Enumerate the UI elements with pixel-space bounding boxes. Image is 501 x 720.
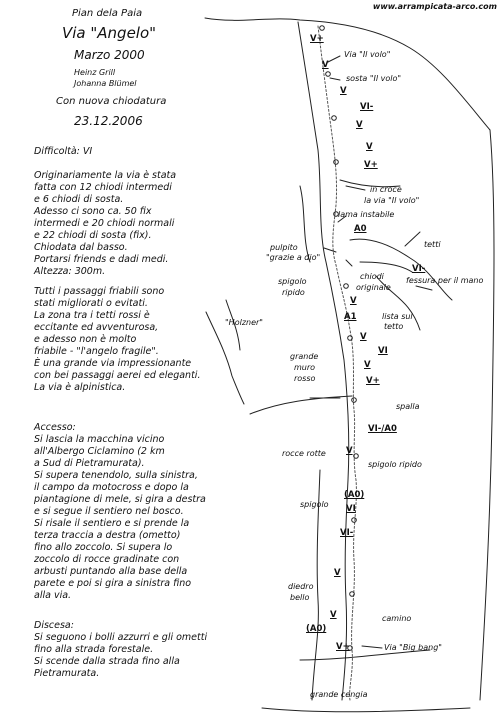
arrow-icon bbox=[346, 260, 352, 266]
description-line: fatta con 12 chiodi intermedi bbox=[34, 182, 172, 193]
belay-marker bbox=[344, 284, 349, 289]
grade-label: V+ bbox=[310, 34, 324, 44]
grade-label: V bbox=[356, 120, 363, 130]
grade-label: V bbox=[366, 142, 373, 152]
belay-marker bbox=[352, 398, 357, 403]
grade-label: V bbox=[340, 86, 347, 96]
label-spalla: spalla bbox=[396, 402, 420, 411]
descent-line: Pietramurata. bbox=[34, 668, 100, 679]
ramp-line bbox=[250, 396, 352, 414]
label-sosta-il-volo: sosta "Il volo" bbox=[346, 74, 402, 83]
belay-marker bbox=[326, 72, 331, 77]
grade-label: V bbox=[322, 60, 329, 70]
belay-marker bbox=[350, 592, 355, 597]
bolting-date: 23.12.2006 bbox=[74, 114, 143, 128]
label-tetti: tetti bbox=[424, 240, 441, 249]
approach-line: a Sud di Pietramurata). bbox=[34, 458, 145, 469]
label-via-il-volo: Via "Il volo" bbox=[344, 50, 391, 59]
grade-label: V bbox=[330, 610, 337, 620]
label-grazie-a-dio: "grazie a dio" bbox=[266, 253, 321, 262]
label-camino: camino bbox=[382, 614, 412, 623]
descent-line: Si scende dalla strada fino alla bbox=[34, 656, 180, 667]
arrow-icon bbox=[416, 286, 432, 290]
label-holzner: "Holzner" bbox=[225, 318, 263, 327]
label-spigolo-lower: spigolo bbox=[300, 500, 329, 509]
label-pulpito: pulpito bbox=[270, 243, 298, 252]
description-line: Adesso ci sono ca. 50 fix bbox=[34, 206, 152, 217]
character-line: È una grande via impressionante bbox=[34, 358, 192, 369]
grade-label: VI bbox=[346, 504, 356, 514]
arrow-icon bbox=[346, 186, 365, 190]
label-fessura-per-il-mano: fessura per il mano bbox=[406, 276, 484, 285]
grade-label: VI bbox=[378, 346, 388, 356]
grade-label: A1 bbox=[344, 312, 357, 322]
grade-label: V+ bbox=[336, 642, 350, 652]
approach-line: parete e poi si gira a sinistra fino bbox=[34, 578, 192, 589]
label-grande: grande bbox=[290, 352, 319, 361]
wall-right-outline bbox=[480, 130, 494, 700]
grande-cengia-line bbox=[262, 708, 470, 712]
label-chiodi: chiodi bbox=[360, 272, 384, 281]
arrow-icon bbox=[328, 56, 340, 62]
belay-marker bbox=[334, 160, 339, 165]
approach-line: terza traccia a destra (ometto) bbox=[34, 530, 181, 541]
label-in-croce: in croce bbox=[370, 185, 402, 194]
character-line: La via è alpinistica. bbox=[34, 382, 126, 393]
approach-line: Si supera tenendolo, sulla sinistra, bbox=[34, 470, 198, 481]
approach-line: fino allo zoccolo. Si supera lo bbox=[34, 542, 173, 553]
arrow-icon bbox=[330, 78, 340, 80]
description-line: Portarsi friends e dadi medi. bbox=[34, 254, 169, 265]
description-line: e 22 chiodi di sosta (fix). bbox=[34, 230, 152, 241]
description-line: Chiodata dal basso. bbox=[34, 242, 128, 253]
label-originale: originale bbox=[356, 283, 391, 292]
grade-label: (A0) bbox=[344, 490, 365, 500]
label-lama-instabile: lama instabile bbox=[338, 210, 395, 219]
label-tetto: tetto bbox=[384, 322, 404, 331]
approach-line: Si lascia la macchina vicino bbox=[34, 434, 165, 445]
description-line: Altezza: 300m. bbox=[34, 266, 106, 277]
grade-label: V+ bbox=[366, 376, 380, 386]
route-title: Via "Angelo" bbox=[62, 24, 157, 42]
label-spigolo-ripido: spigolo ripido bbox=[368, 460, 422, 469]
label-muro: muro bbox=[294, 363, 316, 372]
approach-line: il campo da motocross e dopo la bbox=[34, 482, 189, 493]
roof-crack bbox=[360, 262, 412, 272]
location: Pian dela Paia bbox=[72, 8, 143, 19]
approach-line: arbusti puntando alla base della bbox=[34, 566, 188, 577]
label-rosso: rosso bbox=[294, 374, 316, 383]
description-line: intermedi e 20 chiodi normali bbox=[34, 218, 175, 229]
label-rocce-rotte: rocce rotte bbox=[282, 449, 326, 458]
route-date: Marzo 2000 bbox=[74, 48, 145, 62]
grade-label: V+ bbox=[364, 160, 378, 170]
label-spigolo: spigolo bbox=[278, 277, 307, 286]
label-la-via-il-volo: la via "Il volo" bbox=[364, 196, 420, 205]
bolting-note: Con nuova chiodatura bbox=[56, 96, 167, 107]
label-ripido: ripido bbox=[282, 288, 305, 297]
label-bello: bello bbox=[290, 593, 310, 602]
label-via-big-bang: Via "Big bang" bbox=[384, 643, 442, 652]
grade-label: VI-/A0 bbox=[368, 424, 397, 434]
grade-label: VI- bbox=[360, 102, 374, 112]
label-grande-cengia: grande cengia bbox=[310, 690, 368, 699]
belay-marker bbox=[320, 26, 325, 31]
difficulty: Difficoltà: VI bbox=[34, 146, 93, 157]
author-1: Heinz Grill bbox=[74, 68, 116, 77]
character-line: friabile - "l'angelo fragile". bbox=[34, 346, 159, 357]
label-lista-sul: lista sul bbox=[382, 312, 413, 321]
label-diedro: diedro bbox=[288, 582, 314, 591]
belay-marker bbox=[352, 518, 357, 523]
approach-line: Si risale il sentiero e si prende la bbox=[34, 518, 190, 529]
character-line: stati migliorati o evitati. bbox=[34, 298, 148, 309]
belay-marker bbox=[332, 116, 337, 121]
approach-line: all'Albergo Ciclamino (2 km bbox=[34, 446, 165, 457]
character-line: eccitante ed avventurosa, bbox=[34, 322, 159, 333]
description-line: e 6 chiodi di sosta. bbox=[34, 194, 124, 205]
route-line bbox=[318, 26, 356, 700]
belay-marker bbox=[348, 336, 353, 341]
grade-label: (A0) bbox=[306, 624, 327, 634]
grade-label: V bbox=[334, 568, 341, 578]
description-line: Originariamente la via è stata bbox=[34, 170, 177, 181]
spigolo-line bbox=[300, 186, 310, 262]
arrow-icon bbox=[362, 646, 382, 648]
arrow-icon bbox=[405, 232, 420, 246]
grade-label: V bbox=[364, 360, 371, 370]
grade-label: V bbox=[350, 296, 357, 306]
grade-label: VI- bbox=[412, 264, 426, 274]
arrow-icon bbox=[324, 248, 336, 252]
character-line: e adesso non è molto bbox=[34, 334, 137, 345]
approach-line: e si segue il sentiero nel bosco. bbox=[34, 506, 184, 517]
source-url: www.arrampicata-arco.com bbox=[372, 2, 497, 11]
approach-line: piantagione di mele, si gira a destra bbox=[34, 494, 206, 505]
descent-line: fino alla strada forestale. bbox=[34, 644, 154, 655]
author-2: Johanna Blümel bbox=[74, 79, 137, 88]
approach-line: alla via. bbox=[34, 590, 72, 601]
descent-title: Discesa: bbox=[34, 620, 74, 631]
grade-label: V bbox=[360, 332, 367, 342]
character-line: La zona tra i tetti rossi è bbox=[34, 310, 150, 321]
descent-line: Si seguono i bolli azzurri e gli ometti bbox=[34, 632, 208, 643]
grade-label: VI- bbox=[340, 528, 354, 538]
grade-label: V bbox=[346, 446, 353, 456]
approach-line: zoccolo di rocce gradinate con bbox=[34, 554, 180, 565]
approach-title: Accesso: bbox=[34, 422, 76, 433]
grade-label: A0 bbox=[354, 224, 367, 234]
character-line: Tutti i passaggi friabili sono bbox=[34, 286, 165, 297]
character-line: con bei passaggi aerei ed eleganti. bbox=[34, 370, 201, 381]
